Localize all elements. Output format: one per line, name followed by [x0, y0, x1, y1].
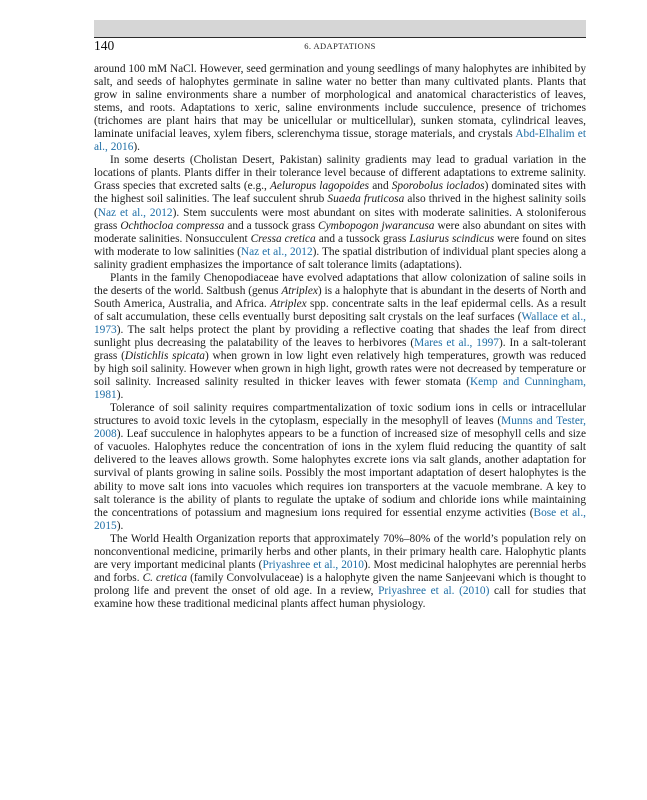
species-name: Lasiurus scindicus [409, 232, 495, 245]
page-number: 140 [94, 38, 115, 53]
text-run: Plants in the family Chenopodiaceae have evolved adaptations that allow colonization of saline soils in the deserts of the world. Saltbush (genus [94, 271, 586, 297]
text-run: ) dominated sites with the highest soil salinities. The leaf succulent shrub [94, 180, 586, 206]
species-name: C. cretica [142, 571, 188, 584]
text-run: and a tussock grass [315, 232, 410, 245]
text-run: were found on sites with moderate to low salinities ( [94, 232, 586, 258]
text-run: ). [133, 141, 141, 154]
text-run: ). Most medicinal halophytes are perennial herbs and forbs. [94, 558, 586, 584]
text-run: spp. concentrate salts in the leaf epidermal cells. As a result of salt accumulation, these cells eventually burst depositing salt crystals on the leaf surfaces ( [94, 297, 587, 323]
text-run: The World Health Organization reports that approximately 70%–80% of the world’s population rely on nonconventional medicine, primarily herbs and other plants, in their primary health care. Halophytic plants are very important medicinal plants ( [94, 532, 586, 571]
paragraph [94, 402, 586, 532]
citation-link[interactable]: Priyashree et al., 2010 [262, 558, 364, 571]
text-run: ). Leaf succulence in halophytes appears to be a function of increased size of mesophyll cells and size of vacuoles. Halophytes reduce the concentration of ions in the xylem fluid reducing the quantity of salt delivered to the leaves allows growth. Some halophytes excrete ions via salt glands, another adaptation for survival of plants growing in saline soils. Possibly the most important adaptation of desert halophytes is the ability to move salt ions into vacuoles which requires ion transporters at the vacuole membrane. A key to salt tolerance is the ability of plants to regulate the uptake of sodium and chloride ions while maintaining the concentrations of potassium and magnesium ions required for essential enzyme activities ( [94, 428, 586, 519]
text-run: ). The spatial distribution of individual plant species along a salinity gradient emphasizes the importance of salt tolerance limits (adaptations). [94, 245, 586, 271]
paragraph [94, 63, 586, 154]
citation-link[interactable]: Wallace et al., 1973 [94, 310, 587, 336]
citation-link[interactable]: Priyashree et al. (2010) [378, 584, 490, 597]
text-run: Tolerance of soil salinity requires compartmentalization of toxic sodium ions in cells or intracellular structures to avoid toxic levels in the cytoplasm, especially in the mesophyll of leaves ( [94, 402, 586, 428]
text-run: and a tussock grass [224, 219, 319, 232]
text-run: ). Stem succulents were most abundant on sites with moderate salinities. A stoloniferous grass [94, 206, 586, 232]
text-run: ). In a salt-tolerant grass ( [94, 336, 586, 363]
species-name: Suaeda fruticosa [327, 193, 405, 206]
citation-link[interactable]: Abd-Elhalim et al., 2016 [94, 128, 586, 154]
species-name: Cressa cretica [250, 232, 316, 245]
species-name: Atriplex [281, 284, 318, 297]
citation-link[interactable]: Naz et al., 2012 [240, 245, 313, 258]
citation-link[interactable]: Naz et al., 2012 [97, 206, 173, 219]
citation-link[interactable]: Kemp and Cunningham, 1981 [94, 376, 586, 402]
text-run: also thrived in the highest salinity soils ( [94, 193, 586, 219]
text-run: (family Convolvulaceae) is a halophyte given the name Sanjeevani which is thought to prolong life and prevent the onset of old age. In a review, [94, 571, 586, 597]
text-run: ) is a halophyte that is abundant in the deserts of North and South America, Australia, and Africa. [94, 284, 587, 310]
text-run: call for studies that examine how these traditional medicinal plants affect human physiology. [94, 584, 586, 610]
species-name: Aeluropus lagopoides [269, 180, 370, 193]
text-run: ). [116, 389, 124, 402]
paragraph [94, 154, 586, 271]
paragraph [94, 272, 586, 402]
text-run: and [369, 180, 392, 193]
text-run: ) when grown in low light even relatively high temperatures, growth was reduced by high soil salinity. However when grown in high light, growth rates were not decreased by temperature or soil salinity. Increased salinity resulted in thicker leaves with fewer stomata ( [94, 350, 586, 389]
species-name: Sporobolus ioclados [391, 180, 485, 193]
species-name: Ochthocloa compressa [120, 219, 225, 232]
citation-link[interactable]: Bose et al., 2015 [94, 506, 586, 532]
text-run: ). [116, 519, 124, 532]
running-head: 6. ADAPTATIONS [304, 41, 376, 51]
header-rule [94, 37, 586, 38]
paragraph [94, 533, 586, 611]
body-text [94, 63, 586, 611]
species-name: Atriplex [270, 297, 307, 310]
citation-link[interactable]: Munns and Tester, 2008 [94, 415, 587, 441]
header-bar [94, 20, 586, 37]
citation-link[interactable]: Mares et al., 1997 [414, 336, 499, 349]
text-run: In some deserts (Cholistan Desert, Pakistan) salinity gradients may lead to gradual variation in the locations of plants. Plants differ in their tolerance level because of different adaptations to extreme salinity. Grass species that excreted salts (e.g., [94, 154, 586, 193]
text-run: ). The salt helps protect the plant by providing a reflective coating that shades the leaf from direct sunlight plus decreasing the palatability of the leaves to herbivores ( [94, 323, 586, 349]
text-run: were also abundant on sites with moderate salinities. Nonsucculent [94, 219, 586, 245]
text-run: around 100 mM NaCl. However, seed germination and young seedlings of many halophytes are inhibited by salt, and seeds of halophytes germinate in saline water no better than many cultivated plants. Plants that grow in saline environments share a number of morphological and anatomical characteristics of leaves, stems, and roots. Adaptations to xeric, saline environments include succulence, presence of trichomes (trichomes are plant hairs that may be unicellular or multicellular), sunken stomata, cylindrical leaves, laminate unifacial leaves, xylem fibers, sclerenchyma tissue, storage materials, and crystals [94, 63, 586, 141]
species-name: Cymbopogon jwarancusa [318, 219, 435, 232]
species-name: Distichlis spicata [124, 350, 205, 363]
